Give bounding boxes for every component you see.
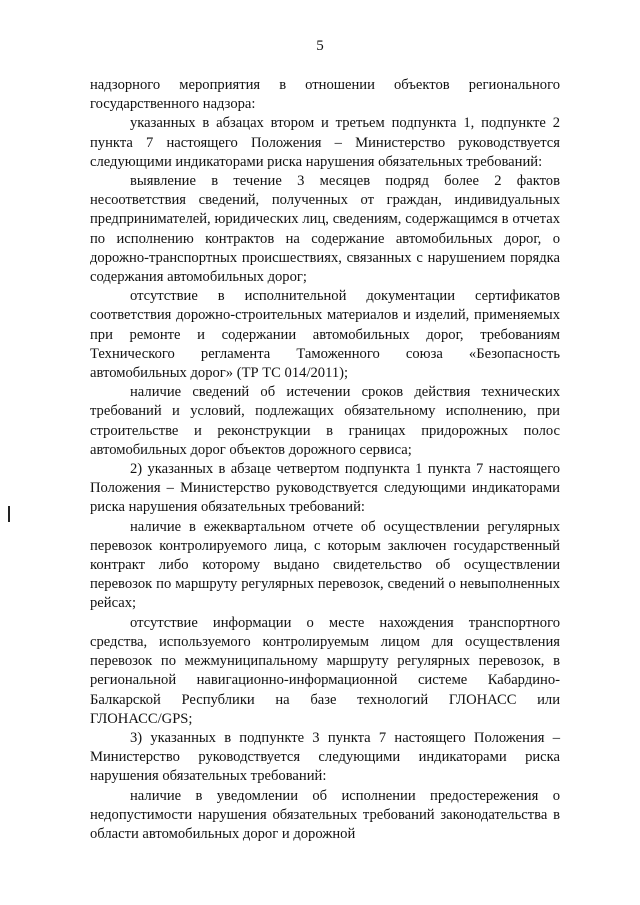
paragraph: наличие в ежеквартальном отчете об осуществлении регулярных перевозок контролируемого лица, с которым заключен государственный контракт либо которому выдано свидетельство об осуществлении перевозок по маршруту регулярных перевозок, сведений о невыполненных рейсах; — [90, 518, 560, 612]
paragraph: 3) указанных в подпункте 3 пункта 7 настоящего Положения – Министерство руководствуется следующими индикаторами риска нарушения обязательных требований: — [90, 729, 560, 785]
paragraph: выявление в течение 3 месяцев подряд более 2 фактов несоответствия сведений, полученных от граждан, индивидуальных предпринимателей, юридических лиц, сведениям, содержащимся в отчетах по исполнению контрактов на содержание автомобильных дорог, о дорожно-транспортных происшествиях, связанных с нарушением порядка содержания автомобильных дорог; — [90, 173, 560, 286]
margin-mark — [8, 506, 10, 522]
paragraph: указанных в абзацах втором и третьем подпункта 1, подпункте 2 пункта 7 настоящего Положения – Министерство руководствуется следующими индикаторами риска нарушения обязательных требований: — [90, 115, 560, 170]
paragraph: 2) указанных в абзаце четвертом подпункта 1 пункта 7 настоящего Положения – Министерство руководствуется следующими индикаторами риска нарушения обязательных требований: — [90, 461, 560, 516]
paragraph: наличие сведений об истечении сроков действия технических требований и условий, подлежащих обязательному исполнению, при строительстве и реконструкции в границах придорожных полос автомобильных дорог объектов дорожного сервиса; — [90, 384, 560, 458]
paragraph-continuation: надзорного мероприятия в отношении объектов регионального государственного надзора: — [90, 77, 560, 113]
page-number: 5 — [316, 38, 324, 54]
paragraph: отсутствие информации о месте нахождения транспортного средства, используемого контролируемым лицом для осуществления перевозок по межмуниципальному маршруту регулярных перевозок, в региональной навигационно-информационной системе Кабардино-Балкарской Республики на базе технологий ГЛОНАСС или ГЛОНАСС/GPS; — [90, 614, 560, 727]
paragraph: наличие в уведомлении об исполнении предостережения о недопустимости нарушения обязательных требований законодательства в области автомобильных дорог и дорожной — [90, 787, 560, 842]
paragraph: отсутствие в исполнительной документации сертификатов соответствия дорожно-строительных материалов и изделий, применяемых при ремонте и содержании автомобильных дорог, требованиям Технического регламента Таможенного союза «Безопасность автомобильных дорог» (ТР ТС 014/2011); — [90, 288, 560, 382]
document-body — [90, 76, 560, 844]
